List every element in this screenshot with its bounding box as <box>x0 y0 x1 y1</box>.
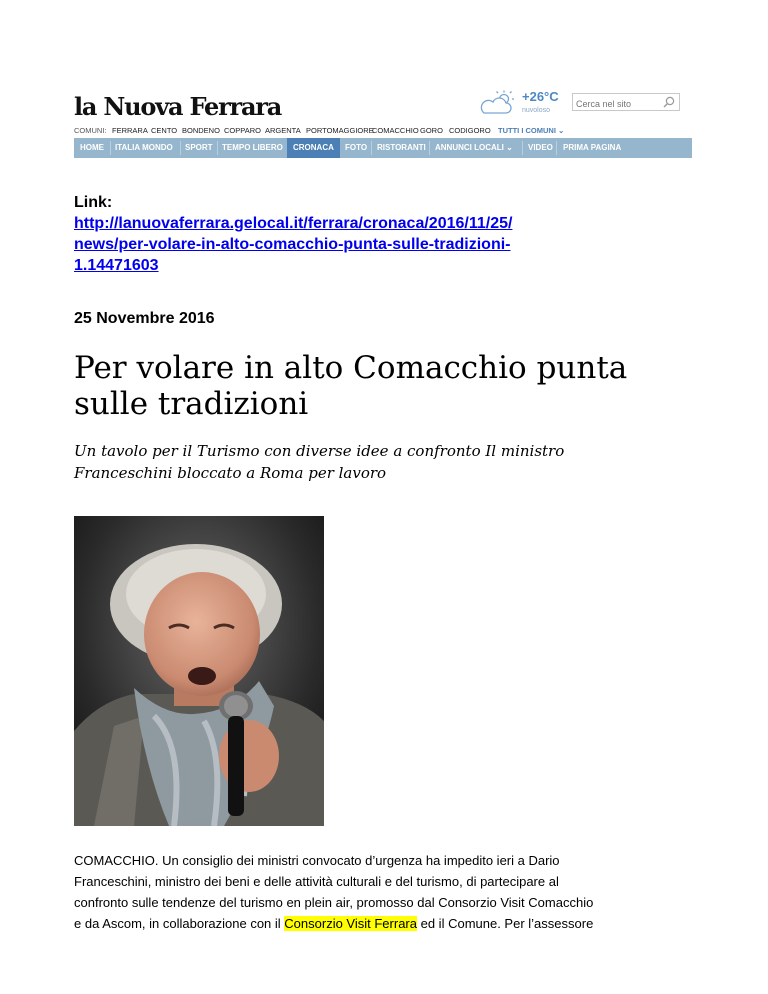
body-line: e da Ascom, in collaborazione con il <box>74 916 285 931</box>
comune-link[interactable]: ARGENTA <box>265 126 301 135</box>
nav-divider <box>556 141 557 155</box>
all-comuni-label: TUTTI I COMUNI <box>498 126 556 135</box>
nav-divider <box>371 141 372 155</box>
comune-link[interactable]: GORO <box>420 126 443 135</box>
link-label: Link: <box>74 194 113 211</box>
article-body <box>74 850 704 934</box>
body-line: COMACCHIO. Un consiglio dei ministri convocato d’urgenza ha impedito ieri a Dario <box>74 853 560 868</box>
url-line: 1.14471603 <box>74 257 159 274</box>
weather-widget[interactable] <box>478 88 568 122</box>
subtitle-line: Franceschini bloccato a Roma per lavoro <box>74 464 387 482</box>
nav-divider <box>522 141 523 155</box>
subtitle-line: Un tavolo per il Turismo con diverse idee a confronto Il ministro <box>74 442 565 460</box>
nav-ristoranti[interactable]: RISTORANTI <box>377 143 426 152</box>
nav-prima-pagina[interactable]: PRIMA PAGINA <box>563 143 622 152</box>
title-line: Per volare in alto Comacchio punta <box>74 350 628 386</box>
nav-video[interactable]: VIDEO <box>528 143 553 152</box>
comuni-label: COMUNI: <box>74 126 107 135</box>
body-line: confronto sulle tendenze del turismo en plein air, promosso dal Consorzio Visit Comacchio <box>74 895 594 910</box>
nav-divider <box>110 141 111 155</box>
nav-divider <box>180 141 181 155</box>
highlighted-text: Consorzio Visit Ferrara <box>284 916 417 931</box>
chevron-down-icon: ⌄ <box>558 126 565 135</box>
article-url-link[interactable] <box>74 213 714 276</box>
url-line: news/per-volare-in-alto-comacchio-punta-sulle-tradizioni- <box>74 236 511 253</box>
nav-divider <box>217 141 218 155</box>
nav-sport[interactable]: SPORT <box>185 143 213 152</box>
newspaper-logo[interactable]: la Nuova Ferrara <box>74 92 282 121</box>
comune-link[interactable]: COMACCHIO <box>372 126 419 135</box>
comune-link[interactable]: FERRARA <box>112 126 148 135</box>
nav-home[interactable]: HOME <box>80 143 104 152</box>
comune-link[interactable]: BONDENO <box>182 126 220 135</box>
body-line: ed il Comune. Per l’assessore <box>417 916 594 931</box>
body-line: Franceschini, ministro dei beni e delle attività culturali e del turismo, di partecipare al <box>74 874 559 889</box>
article-date: 25 Novembre 2016 <box>74 310 215 327</box>
comuni-bar <box>74 126 692 138</box>
comune-link[interactable]: CODIGORO <box>449 126 491 135</box>
nav-tempo-libero[interactable]: TEMPO LIBERO <box>222 143 283 152</box>
comune-link[interactable]: PORTOMAGGIORE <box>306 126 374 135</box>
article-subtitle <box>74 440 694 484</box>
partly-cloudy-icon <box>478 90 518 116</box>
nav-italia-mondo[interactable]: ITALIA MONDO <box>115 143 173 152</box>
main-navigation <box>74 138 692 158</box>
comune-link[interactable]: COPPARO <box>224 126 261 135</box>
comune-link[interactable]: CENTO <box>151 126 178 135</box>
weather-temperature: +26°C <box>522 89 559 104</box>
title-line: sulle tradizioni <box>74 386 309 422</box>
article-photo <box>74 516 324 826</box>
nav-annunci-locali[interactable] <box>435 138 513 158</box>
nav-divider <box>429 141 430 155</box>
all-comuni-dropdown[interactable] <box>498 126 564 135</box>
nav-foto[interactable]: FOTO <box>345 143 368 152</box>
nav-cronaca[interactable]: CRONACA <box>287 138 340 158</box>
portrait-image <box>74 516 324 826</box>
url-line: http://lanuovaferrara.gelocal.it/ferrara/cronaca/2016/11/25/ <box>74 215 513 232</box>
weather-label: nuvoloso <box>522 107 551 114</box>
chevron-down-icon: ⌄ <box>506 143 513 152</box>
search-box <box>572 93 680 111</box>
nav-annunci-locali-label: ANNUNCI LOCALI <box>435 143 504 152</box>
article-title <box>74 350 714 422</box>
search-icon[interactable] <box>663 96 675 108</box>
search-input[interactable] <box>573 96 660 112</box>
